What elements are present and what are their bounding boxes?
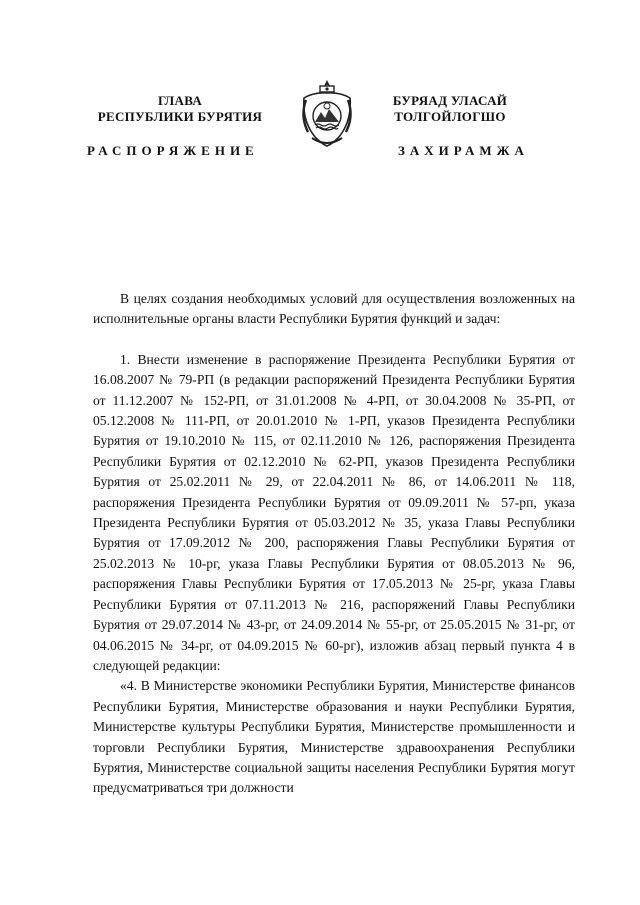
quoted-paragraph: «4. В Министерстве экономики Республики Бурятия, Министерстве финансов Республики Бурятия, Министерстве образования и науки Республики Бурятия, Министерстве культуры Республики Бурятия, Министерстве промышленности и торговли Республики Бурятия, Министерстве здравоохранения Республики Бурятия, Министерстве социальной защиты населения Республики Бурятия могут предусматриваться три должности [93,678,575,796]
header-left [80,93,280,125]
header-right-line2: ТОЛГОЙЛОГШО [394,109,506,124]
header-left-line1: ГЛАВА [157,93,203,108]
document-type-ru: РАСПОРЯЖЕНИЕ [87,143,259,158]
item-1-paragraph: 1. Внести изменение в распоряжение Президента Республики Бурятия от 16.08.2007 № 79-РП (в редакции распоряжений Президента Республики Бурятия от 11.12.2007 № 152-РП, от 31.01.2008 № 4-РП, от 30.04.2008 № 35-РП, от 05.12.2008 № 111-РП, от 20.01.2010 № 1-РП, указов Президента Республики Бурятия от 19.10.2010 № 115, от 02.11.2010 № 126, распоряжения Президента Республики Бурятия от 02.12.2010 № 62-РП, указов Президента Республики Бурятия от 25.02.2011 № 29, от 22.04.2011 № 86, от 14.06.2011 № 118, распоряжения Президента Республики Бурятия от 09.09.2011 № 57-рп, указа Президента Республики Бурятия от 05.03.2012 № 35, указа Главы Республики Бурятия от 17.09.2012 № 200, распоряжения Главы Республики Бурятия от 25.02.2013 № 10-рг, указа Главы Республики Бурятия от 08.05.2013 № 96, распоряжения Главы Республики Бурятия от 17.05.2013 № 25-рг, указа Главы Республики Бурятия от 07.11.2013 № 216, распоряжений Главы Республики Бурятия от 29.07.2014 № 43-рг, от 24.09.2014 № 55-рг, от 25.05.2015 № 31-рг, от 04.06.2015 № 34-рг, от 04.09.2015 № 60-рг), изложив абзац первый пункта 4 в следующей редакции: [93,351,575,673]
intro-paragraph: В целях создания необходимых условий для осуществления возложенных на исполнительные органы власти Республики Бурятия функций и задач: [93,291,575,327]
header-left-line2: РЕСПУБЛИКИ БУРЯТИЯ [97,109,263,124]
document-type-bua: ЗАХИРАМЖА [398,143,529,158]
coat-of-arms-icon [296,78,358,150]
document-body [93,289,575,799]
header-right [370,93,530,125]
header-right-line1: БУРЯАД УЛАСАЙ [392,93,508,108]
